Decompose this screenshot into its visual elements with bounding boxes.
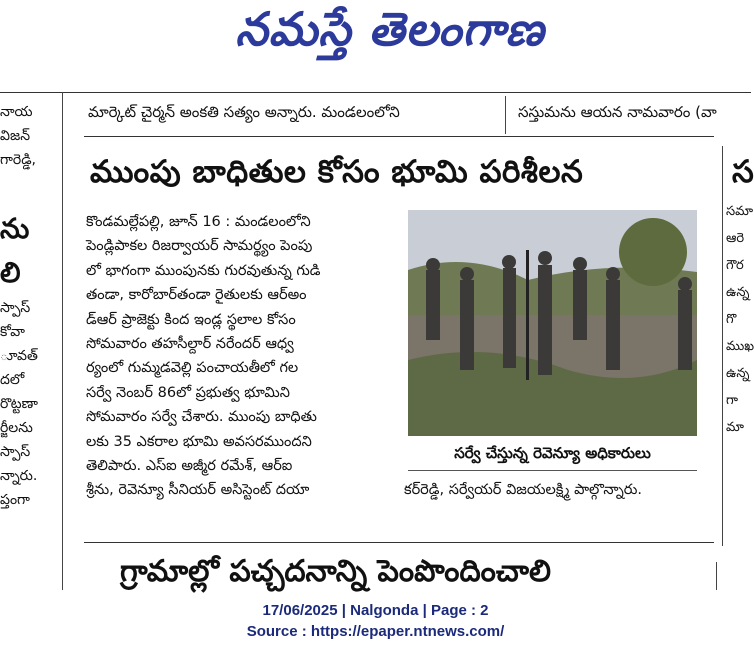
top-fragment-divider bbox=[505, 96, 506, 134]
article-body bbox=[86, 210, 396, 503]
body-line: ర్యంలో గుమ్మడవెల్లి పంచాయతీలో గల bbox=[86, 360, 299, 377]
right-line: ఉన్న bbox=[726, 285, 750, 300]
body-line: లో భాగంగా ముంపునకు గురవుతున్న గుడి bbox=[86, 262, 321, 279]
right-line: గౌర bbox=[726, 258, 744, 273]
right-line: సమా bbox=[726, 204, 754, 219]
left-line: కోవా bbox=[0, 324, 25, 340]
left-column-bottom bbox=[0, 296, 50, 512]
left-line: గారెడ్డి, bbox=[0, 152, 37, 168]
left-line: స్పాస్ bbox=[0, 300, 31, 316]
right-column-divider bbox=[722, 146, 723, 546]
right-line: ముఖ bbox=[726, 339, 754, 354]
left-line: విజన్ bbox=[0, 128, 31, 144]
body-line: తండా, కారోబార్‌తండా రైతులకు ఆర్అం bbox=[86, 287, 307, 304]
right-heading: స bbox=[732, 154, 754, 190]
article-photo bbox=[408, 210, 697, 436]
body-line: డ్ఆర్ ప్రాజెక్టు కింద ఇండ్ల స్థలాల కోసం bbox=[86, 311, 296, 328]
left-line: రొట్టణా bbox=[0, 396, 38, 412]
left-line: ర్జీలను bbox=[0, 420, 33, 436]
right-line: గా bbox=[726, 393, 738, 408]
left-line: నాయ bbox=[0, 104, 33, 120]
body-line: సర్వే నెంబర్ 86లో ప్రభుత్వ భూమిని bbox=[86, 384, 290, 401]
left-line: ప్తంగా bbox=[0, 492, 30, 508]
newspaper-clipping bbox=[0, 86, 754, 590]
body-line: శ్రీను, రెవెన్యూ సీనియర్ అసిస్టెంట్ దయా bbox=[86, 482, 310, 499]
left-column-divider bbox=[62, 92, 63, 590]
right-line: ఉన్న bbox=[726, 366, 750, 381]
article-continuation: కర్‌రెడ్డి, సర్వేయర్ విజయలక్ష్మి పాల్గొన్నారు. bbox=[404, 482, 642, 498]
left-heading-1: ను bbox=[0, 212, 30, 245]
left-line: స్పాస్ bbox=[0, 444, 31, 460]
right-line: ఆరె bbox=[726, 231, 745, 246]
body-line: తెలిపారు. ఎస్ఐ అజ్మీర రమేశ్, ఆర్ఐ bbox=[86, 458, 293, 475]
right-line: గొ bbox=[726, 312, 737, 327]
top-fragment-right: సస్తుమను ఆయన నామవారం (వా bbox=[518, 103, 717, 121]
body-line: పెండ్లిపాకల రిజర్వాయర్ సామర్థ్యం పెంపు bbox=[86, 238, 313, 255]
top-rule bbox=[0, 92, 751, 93]
article-headline: ముంపు బాధితుల కోసం భూమి పరిశీలన bbox=[90, 154, 584, 190]
newspaper-title: నమస్తే తెలంగాణ bbox=[235, 2, 545, 56]
body-line: సోమవారం సర్వే చేశారు. ముంపు బాధితు bbox=[86, 409, 317, 426]
left-line: న్నారు. bbox=[0, 468, 38, 484]
body-line: సోమవారం తహసీల్దార్ నరేందర్ ఆధ్వ bbox=[86, 336, 294, 353]
footer bbox=[0, 600, 751, 642]
right-column-text bbox=[726, 198, 754, 441]
body-line: లకు 35 ఎకరాల భూమి అవసరముందని bbox=[86, 433, 312, 450]
masthead bbox=[0, 0, 751, 86]
article-bottom-rule bbox=[84, 542, 714, 543]
left-column-top bbox=[0, 100, 50, 172]
photo-caption: సర్వే చేస్తున్న రెవెన్యూ అధికారులు bbox=[454, 444, 651, 462]
right-line: మా bbox=[726, 420, 744, 435]
caption-rule bbox=[408, 470, 697, 471]
left-line: దలో bbox=[0, 372, 25, 388]
footer-source: Source : https://epaper.ntnews.com/ bbox=[246, 623, 505, 640]
next-article-headline: గ్రామాల్లో పచ్చదనాన్ని పెంపొందించాలి bbox=[120, 554, 551, 589]
left-heading-2: లి bbox=[0, 256, 21, 289]
survey-photo-illustration bbox=[408, 210, 697, 436]
headline-rule bbox=[84, 136, 714, 137]
body-line: కొండమల్లేపల్లి, జూన్ 16 : మండలంలోని bbox=[86, 214, 311, 230]
top-fragment-left: మార్కెట్ చైర్మన్ అంకతి సత్యం అన్నారు. మండలంలోని bbox=[88, 103, 400, 121]
left-line: ూవత్ bbox=[0, 348, 38, 364]
footer-date-edition: 17/06/2025 | Nalgonda | Page : 2 bbox=[262, 602, 489, 619]
